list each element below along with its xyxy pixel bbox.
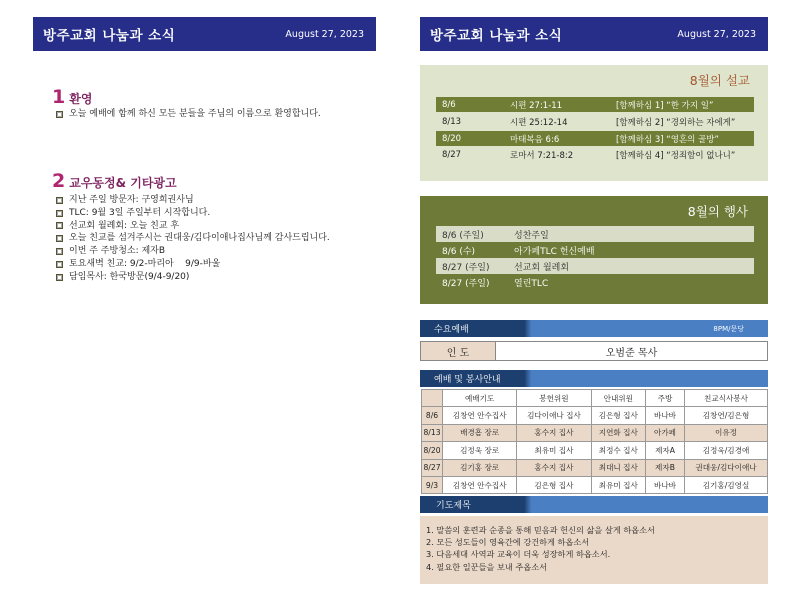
wednesday-service-bar <box>420 320 768 337</box>
bulletin-date: August 27, 2023 <box>677 28 756 40</box>
sermon-row: 8/27 로마서 7:21-8:2 [함께하심 4] “정죄함이 없나니” <box>442 149 736 161</box>
bullet-icon <box>56 274 63 281</box>
list-item: 지난 주일 방문자: 구영희권사님 <box>56 194 330 207</box>
prayer-label: 기도제목 <box>436 501 471 511</box>
prayer-list <box>420 516 768 584</box>
bullet-icon <box>56 210 63 217</box>
bulletin-date: August 27, 2023 <box>285 28 364 40</box>
event-row: 8/27 (주일) 선교회 월례회 <box>436 258 754 274</box>
prayer-item: 4. 필요한 일꾼들을 보내 주옵소서 <box>426 561 548 572</box>
wednesday-service-time: 8PM/문당 <box>713 324 744 333</box>
bulletin-title: 방주교회 나눔과 소식 <box>43 28 176 44</box>
bullet-icon <box>56 261 63 268</box>
table-header-row: 예배기도 봉헌위원 안내위원 주방 친교식사봉사 <box>422 390 768 407</box>
sermon-panel-title: 8월의 설교 <box>689 73 750 88</box>
sermon-row: 8/6 시편 27:1-11 [함께하심 1] “한 가지 일” <box>436 97 754 112</box>
leader-value: 오범준 목사 <box>496 342 767 360</box>
table-row: 8/27 김기홍 장로 홍수지 집사 최대니 집사 제자B 권대웅/김다이애나 <box>422 459 768 476</box>
left-page-header <box>33 17 376 51</box>
service-guide-label: 예배 및 봉사안내 <box>434 375 501 385</box>
wednesday-leader <box>420 341 768 361</box>
prayer-item: 2. 모든 성도들이 영육간에 강건하게 하옵소서 <box>426 537 590 548</box>
news-list <box>56 194 330 284</box>
list-item: 토요새벽 친교: 9/2-마리아 9/9-바울 <box>56 258 330 271</box>
events-panel-title: 8월의 행사 <box>687 204 748 219</box>
service-guide-bar <box>420 370 768 387</box>
welcome-list <box>56 108 321 121</box>
bullet-icon <box>56 111 63 118</box>
prayer-bar <box>420 496 768 513</box>
news-heading <box>52 170 177 192</box>
wednesday-service-label: 수요예배 <box>434 325 469 335</box>
event-row: 8/6 (수) 아가페TLC 헌신예배 <box>442 246 595 257</box>
events-panel <box>420 196 768 304</box>
bullet-icon <box>56 222 63 229</box>
bullet-icon <box>56 248 63 255</box>
sermon-row: 8/20 마태복음 6:6 [함께하심 3] “영혼의 골방” <box>436 131 754 146</box>
event-row: 8/6 (주일) 성찬주일 <box>436 226 754 242</box>
list-item: 이번 주 주방청소: 제자B <box>56 245 330 258</box>
right-page-header <box>420 17 768 51</box>
section-number: 2 <box>52 170 66 192</box>
bullet-icon <box>56 235 63 242</box>
table-row: 8/13 배경흠 장로 홍수지 집사 지연화 집사 아가페 이유정 <box>422 424 768 441</box>
list-item: TLC: 9월 3일 주일부터 시작합니다. <box>56 207 330 220</box>
list-item: 오늘 친교를 섬겨주시는 권대웅/김다이애나집사님께 감사드립니다. <box>56 232 330 245</box>
table-row: 8/20 김정욱 장로 최유미 집사 최정수 집사 제자A 김정욱/김경애 <box>422 442 768 459</box>
section-title: 교우동정& 기타광고 <box>69 176 177 190</box>
bullet-icon <box>56 197 63 204</box>
sermon-row: 8/13 시편 25:12-14 [함께하심 2] “경외하는 자에게” <box>442 116 736 128</box>
prayer-item: 3. 다음세대 사역과 교육이 더욱 성장하게 하옵소서. <box>426 549 611 560</box>
sermon-panel <box>420 65 768 181</box>
table-row: 9/3 김창연 안수집사 김은형 집사 최유미 집사 바나바 김기홍/김영실 <box>422 476 768 493</box>
bulletin-title: 방주교회 나눔과 소식 <box>430 28 563 44</box>
service-table <box>421 389 768 494</box>
leader-label: 인 도 <box>421 342 496 360</box>
event-row: 8/27 (주일) 열린TLC <box>442 278 549 289</box>
section-title: 환영 <box>69 92 93 106</box>
section-number: 1 <box>52 86 66 108</box>
table-row: 8/6 김창연 안수집사 김다이애나 집사 김은형 집사 바나바 김창연/김은형 <box>422 407 768 424</box>
list-item: 오늘 예배에 함께 하신 모든 분들을 주님의 이름으로 환영합니다. <box>56 108 321 121</box>
prayer-item: 1. 말씀의 훈련과 순종을 통해 믿음과 헌신의 삶을 살게 하옵소서 <box>426 525 655 535</box>
welcome-heading <box>52 86 92 108</box>
list-item: 담임목사: 한국방문(9/4-9/20) <box>56 271 330 284</box>
list-item: 선교회 월례회: 오늘 친교 후 <box>56 220 330 233</box>
